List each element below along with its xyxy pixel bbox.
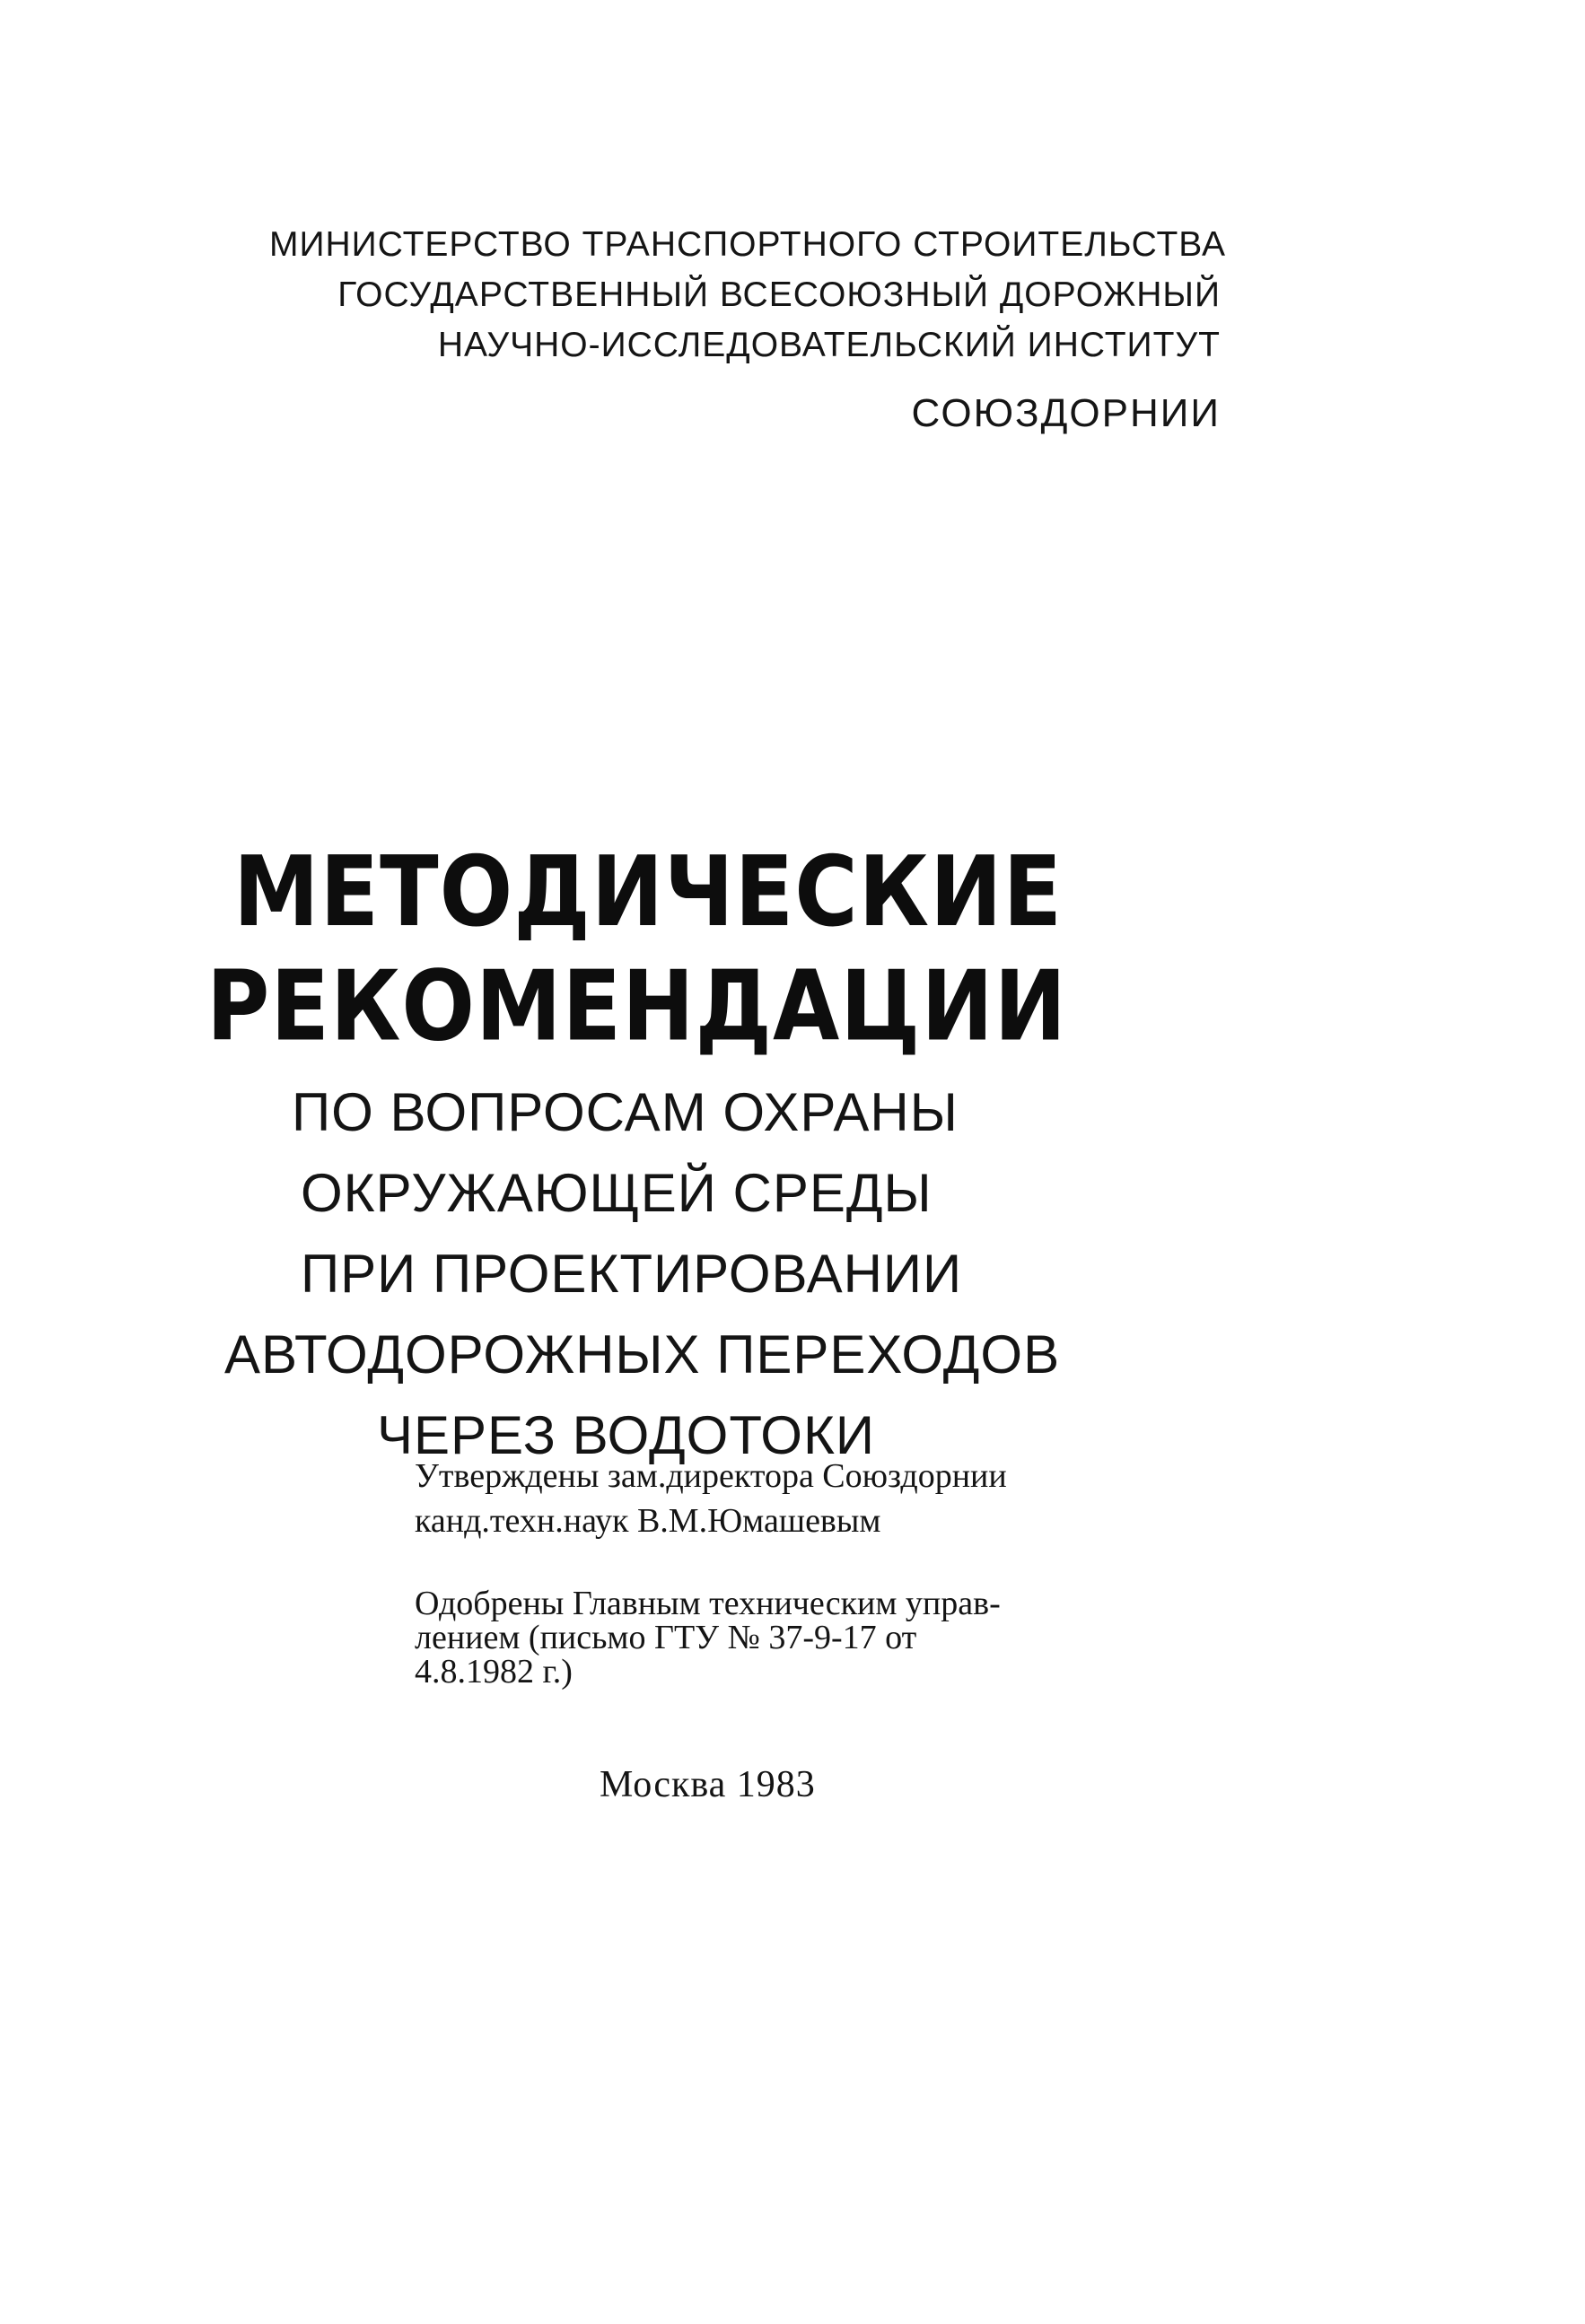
title-line-1: МЕТОДИЧЕСКИЕ <box>233 835 1064 948</box>
institute-line-1: ГОСУДАРСТВЕННЫЙ ВСЕСОЮЗНЫЙ ДОРОЖНЫЙ <box>337 275 1221 314</box>
ministry-line: МИНИСТЕРСТВО ТРАНСПОРТНОГО СТРОИТЕЛЬСТВА <box>269 225 1226 264</box>
approved-line-1: Утверждены зам.директора Союздорнии <box>415 1457 1007 1495</box>
subtitle-line-3: ПРИ ПРОЕКТИРОВАНИИ <box>301 1244 963 1304</box>
endorsed-by-block <box>415 1586 1222 1689</box>
title-line-2: РЕКОМЕНДАЦИИ <box>206 949 1068 1063</box>
organization-abbreviation: СОЮЗДОРНИИ <box>911 391 1221 435</box>
approval-notes <box>415 1454 1222 1689</box>
endorsed-line-1: Одобрены Главным техническим управ- <box>415 1585 1001 1622</box>
document-subtitle <box>224 1072 1167 1476</box>
subtitle-line-1: ПО ВОПРОСАМ ОХРАНЫ <box>292 1082 959 1142</box>
endorsed-line-3: 4.8.1982 г.) <box>415 1653 573 1691</box>
subtitle-line-4: АВТОДОРОЖНЫХ ПЕРЕХОДОВ <box>224 1324 1061 1385</box>
institute-line-2: НАУЧНО-ИССЛЕДОВАТЕЛЬСКИЙ ИНСТИТУТ <box>437 326 1221 364</box>
subtitle-line-5: ЧЕРЕЗ ВОДОТОКИ <box>377 1405 876 1465</box>
endorsed-line-2: лением (письмо ГТУ № 37-9-17 от <box>415 1619 917 1656</box>
document-title <box>206 834 1194 1063</box>
approved-line-2: канд.техн.наук В.М.Юмашевым <box>415 1502 881 1540</box>
subtitle-line-2: ОКРУЖАЮЩЕЙ СРЕДЫ <box>301 1163 933 1223</box>
approved-by-block <box>415 1454 1222 1543</box>
publication-place-year: Москва 1983 <box>600 1764 816 1805</box>
issuing-organization <box>269 220 1226 439</box>
